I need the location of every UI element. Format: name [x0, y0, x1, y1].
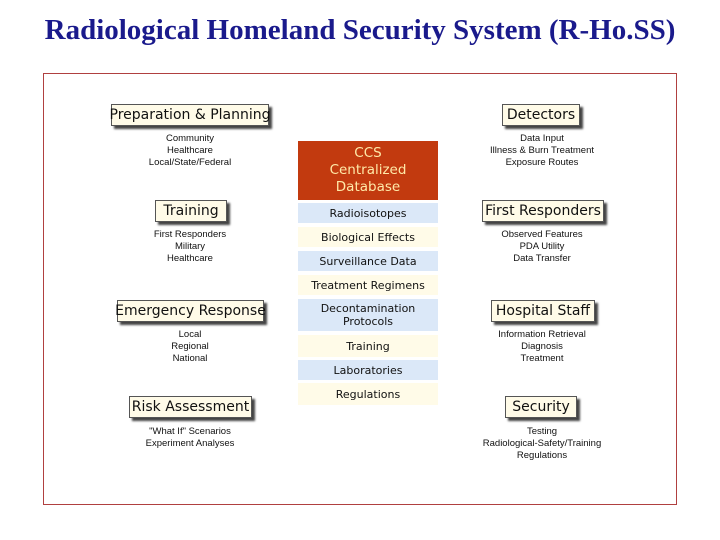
list-item: Testing [526, 426, 558, 437]
hospital-staff-items [478, 329, 606, 365]
list-item: Local [178, 329, 202, 340]
list-item: PDA Utility [519, 241, 565, 252]
training-label: Training [155, 200, 227, 222]
preparation-planning-label: Preparation & Planning [111, 104, 269, 126]
hospital-staff-label: Hospital Staff [491, 300, 595, 322]
database-cell-decontamination-protocols [298, 299, 438, 331]
ccs-database-header [298, 141, 438, 200]
database-cell-radioisotopes [298, 203, 438, 223]
list-item: Data Input [520, 133, 564, 144]
page-title: Radiological Homeland Security System (R-Ho.SS) [44, 14, 676, 46]
ccs-header-line: Database [335, 179, 401, 195]
list-item: Military [174, 241, 206, 252]
list-item: Community [165, 133, 215, 144]
training-items [130, 229, 250, 265]
database-cell-training [298, 335, 438, 357]
database-cell-label: Regulations [335, 387, 401, 401]
list-item: Observed Features [501, 229, 583, 240]
list-item: Data Transfer [513, 253, 571, 264]
first-responders-label: First Responders [482, 200, 604, 222]
database-cell-biological-effects [298, 227, 438, 247]
database-cell-label: Biological Effects [321, 230, 415, 244]
list-item: Local/State/Federal [148, 157, 232, 168]
preparation-planning-items [130, 133, 250, 169]
list-item: Radiological-Safety/Training [482, 438, 602, 449]
list-item: Diagnosis [521, 341, 563, 352]
list-item: Healthcare [167, 253, 213, 264]
list-item: Treatment [520, 353, 564, 364]
list-item: Illness & Burn Treatment [489, 145, 595, 156]
security-items [468, 426, 616, 462]
database-cell-regulations [298, 383, 438, 405]
first-responders-items [478, 229, 606, 265]
risk-assessment-label: Risk Assessment [129, 396, 252, 418]
detectors-label: Detectors [502, 104, 580, 126]
list-item: Healthcare [167, 145, 213, 156]
database-cell-label: Protocols [342, 315, 394, 328]
database-cell-laboratories [298, 360, 438, 380]
database-cell-label: Training [346, 339, 390, 353]
database-cell-surveillance-data [298, 251, 438, 271]
security-label: Security [505, 396, 577, 418]
database-cell-label: Laboratories [333, 363, 403, 377]
emergency-response-items [130, 329, 250, 365]
list-item: Regulations [516, 450, 568, 461]
list-item: Information Retrieval [498, 329, 586, 340]
database-cell-label: Decontamination [320, 302, 416, 315]
emergency-response-label: Emergency Response [117, 300, 264, 322]
detectors-items [478, 133, 606, 169]
database-cell-treatment-regimens [298, 275, 438, 295]
list-item: "What If" Scenarios [149, 426, 231, 437]
list-item: Regional [171, 341, 209, 352]
database-cell-label: Treatment Regimens [311, 278, 425, 292]
list-item: National [172, 353, 208, 364]
list-item: Experiment Analyses [145, 438, 235, 449]
ccs-header-line: CCS [354, 145, 382, 161]
ccs-header-line: Centralized [329, 162, 407, 178]
list-item: First Responders [153, 229, 227, 240]
database-cell-label: Surveillance Data [319, 254, 417, 268]
list-item: Exposure Routes [505, 157, 579, 168]
database-cell-label: Radioisotopes [329, 206, 407, 220]
risk-assessment-items [125, 426, 255, 450]
